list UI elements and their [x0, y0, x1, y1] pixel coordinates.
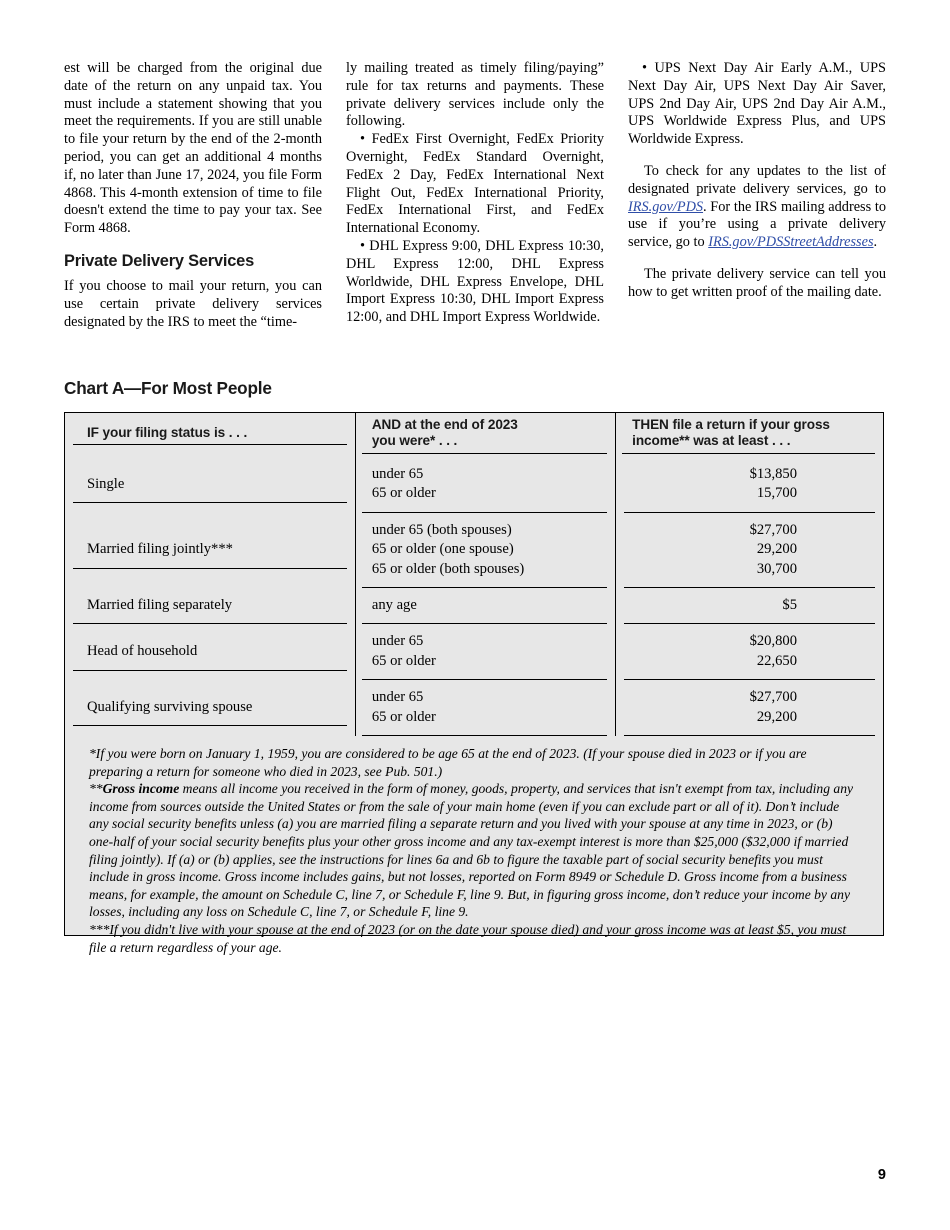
footnote-body: means all income you received in the form of money, goods, property, and services that isn't exempt from tax, including any income from sources outside the United States or from the sale of your main home (even if you can exclude part or all of it). Don’t include any social security benefits unless (a) you are married filing a separate return and you lived with your spouse at any time in 2023, or (b) one-half of your social security benefits plus your other gross income and any tax-exempt interest is more than $25,000 ($32,000 if married filing jointly). If (a) or (b) applies, see the instructions for lines 6a and 6b to figure the taxable part of social security benefits you must include in gross income. Gross income includes gains, but not losses, reported on Form 8949 or Schedule D. Gross income from a business means, for example, the amount on Schedule C, line 7, or Schedule F, line 9. But, in figuring gross income, don’t reduce your income by any losses, including any loss on Schedule C, line 7, or Schedule F, line 9. [89, 781, 854, 920]
value-amount-list [624, 680, 875, 736]
column-left [64, 60, 322, 331]
amount-line: 29,200 [756, 541, 797, 558]
link-irs-gov-pds[interactable]: IRS.gov/PDS [628, 198, 704, 215]
cell-filing-status [65, 624, 355, 680]
amount-line: 22,650 [756, 652, 797, 669]
amount-line: $20,800 [749, 633, 797, 650]
column-middle [346, 60, 604, 331]
heading-private-delivery-services: Private Delivery Services [64, 251, 255, 270]
value-filing-status: Married filing jointly*** [73, 532, 347, 568]
table-row [65, 588, 883, 624]
bullet-ups: • UPS Next Day Air Early A.M., UPS Next Day Air, UPS Next Day Air Saver, UPS 2nd Day Air, UPS 2nd Day Air A.M., UPS Worldwide Express Plus, and UPS Worldwide Express. [628, 60, 886, 148]
age-line: under 65 (both spouses) [371, 521, 512, 538]
paragraph-updates-links [628, 163, 886, 252]
amount-line: $13,850 [749, 466, 797, 482]
link-irs-gov-pdsstreetaddresses[interactable]: IRS.gov/PDSStreetAddresses [708, 234, 874, 251]
value-filing-status: Married filing separately [73, 588, 347, 624]
age-line: under 65 [371, 689, 424, 706]
cell-gross-income [616, 457, 883, 513]
header-cell-age [355, 413, 615, 457]
footnote-marker: ** [89, 781, 103, 797]
cell-gross-income [616, 624, 883, 680]
body-columns [64, 60, 886, 331]
bullet-dhl: • DHL Express 9:00, DHL Express 10:30, DHL Express 12:00, DHL Express Worldwide, DHL Express Envelope, DHL Import Express 10:30, DHL Import Express 12:00, and DHL Import Express Worldwide. [346, 237, 604, 326]
age-line: 65 or older (one spouse) [371, 541, 514, 558]
cell-age [355, 513, 615, 588]
amount-line: 29,200 [756, 708, 797, 725]
header-age-line1: AND at the end of 2023 [371, 416, 518, 432]
cell-footnotes [65, 736, 883, 966]
value-amount-list [624, 624, 875, 680]
amount-line: $27,700 [749, 689, 797, 706]
amount-line: $5 [782, 597, 797, 614]
cell-filing-status [65, 513, 355, 588]
header-income-line2: income** was at least . . . [632, 433, 791, 448]
age-line: 65 or older [371, 708, 436, 725]
bullet-fedex: • FedEx First Overnight, FedEx Priority Overnight, FedEx Standard Overnight, FedEx 2 Day, FedEx International Next Flight Out, FedEx International Priority, FedEx International First, and FedEx International Economy. [346, 131, 604, 237]
amount-line: 15,700 [756, 485, 797, 502]
cell-gross-income [616, 513, 883, 588]
paragraph-timely-mailing: ly mailing treated as timely filing/paying” rule for tax returns and payments. These private delivery services include only the following. [346, 60, 604, 130]
table-row [65, 457, 883, 513]
header-cell-gross-income [616, 413, 883, 457]
value-age-list [362, 680, 607, 736]
chart-footnotes [65, 736, 883, 966]
value-age-list [362, 588, 607, 624]
header-income-line1: THEN file a return if your gross [632, 416, 830, 432]
amount-line: $27,700 [749, 521, 797, 538]
cell-gross-income [616, 680, 883, 736]
age-line: any age [371, 597, 417, 614]
value-age-list [362, 513, 607, 588]
age-line: under 65 [371, 633, 424, 650]
chart-a-box [64, 412, 884, 955]
header-label-age [362, 417, 607, 454]
text-updates-part3: . [873, 234, 878, 251]
age-line: 65 or older (both spouses) [371, 560, 525, 577]
cell-age [355, 457, 615, 513]
header-cell-filing-status [65, 413, 355, 457]
value-amount-list [624, 513, 875, 588]
value-amount-list [624, 588, 875, 624]
value-age-list [362, 624, 607, 680]
footnote-single-asterisk: *If you were born on January 1, 1959, you are considered to be age 65 at the end of 2023. (If your spouse died in 2023 or if you are preparing a return for someone who died in 2023, see Pub. 501.) [89, 746, 807, 779]
header-label-gross-income [622, 417, 875, 454]
footnote-double-asterisk [89, 780, 859, 921]
text-updates-part1: To check for any updates to the list of designated private delivery services, go to [628, 162, 886, 197]
footnote-term-gross-income: Gross income [102, 781, 180, 797]
age-line: 65 or older [371, 485, 436, 502]
cell-age [355, 588, 615, 624]
cell-age [355, 624, 615, 680]
footnote-triple-asterisk: ***If you didn't live with your spouse at the end of 2023 (or on the date your spouse died) and your gross income was at least $5, you must file a return regardless of your age. [89, 922, 847, 955]
amount-line: 30,700 [756, 560, 797, 577]
text-updates-part2: . For the IRS mailing address to use if you’re using a private delivery service, go to [628, 198, 886, 251]
cell-filing-status [65, 457, 355, 513]
value-age-list [362, 457, 607, 513]
table-header-row [65, 413, 883, 457]
page-number: 9 [877, 1167, 886, 1183]
cell-age [355, 680, 615, 736]
paragraph-continuation: est will be charged from the original due date of the return on any unpaid tax. You must include a statement showing that you meet the requirements. If you are still unable to file your return by the end of the 2-month period, you can get an additional 4 months if, no later than June 17, 2024, you file Form 4868. This 4-month extension of time to file doesn't extend the time to pay your tax. See Form 4868. [64, 60, 322, 237]
value-filing-status: Qualifying surviving spouse [73, 690, 347, 726]
cell-filing-status [65, 588, 355, 624]
chart-a-title: Chart A—For Most People [64, 378, 272, 398]
value-filing-status: Head of household [73, 634, 347, 670]
cell-filing-status [65, 680, 355, 736]
value-amount-list [624, 457, 875, 513]
paragraph-written-proof: The private delivery service can tell you how to get written proof of the mailing date. [628, 265, 886, 300]
table-row [65, 624, 883, 680]
table-row [65, 680, 883, 736]
age-line: 65 or older [371, 652, 436, 669]
value-filing-status: Single [73, 467, 347, 503]
age-line: under 65 [371, 466, 424, 482]
paragraph-private-delivery-intro: If you choose to mail your return, you can use certain private delivery services designated by the IRS to meet the “time- [64, 277, 322, 330]
column-right [628, 60, 886, 331]
header-age-line2: you were* . . . [371, 433, 458, 448]
header-label-filing-status: IF your filing status is . . . [73, 425, 347, 446]
cell-gross-income [616, 588, 883, 624]
chart-a-table [65, 413, 883, 966]
table-footnotes-row [65, 736, 883, 966]
table-row [65, 513, 883, 588]
